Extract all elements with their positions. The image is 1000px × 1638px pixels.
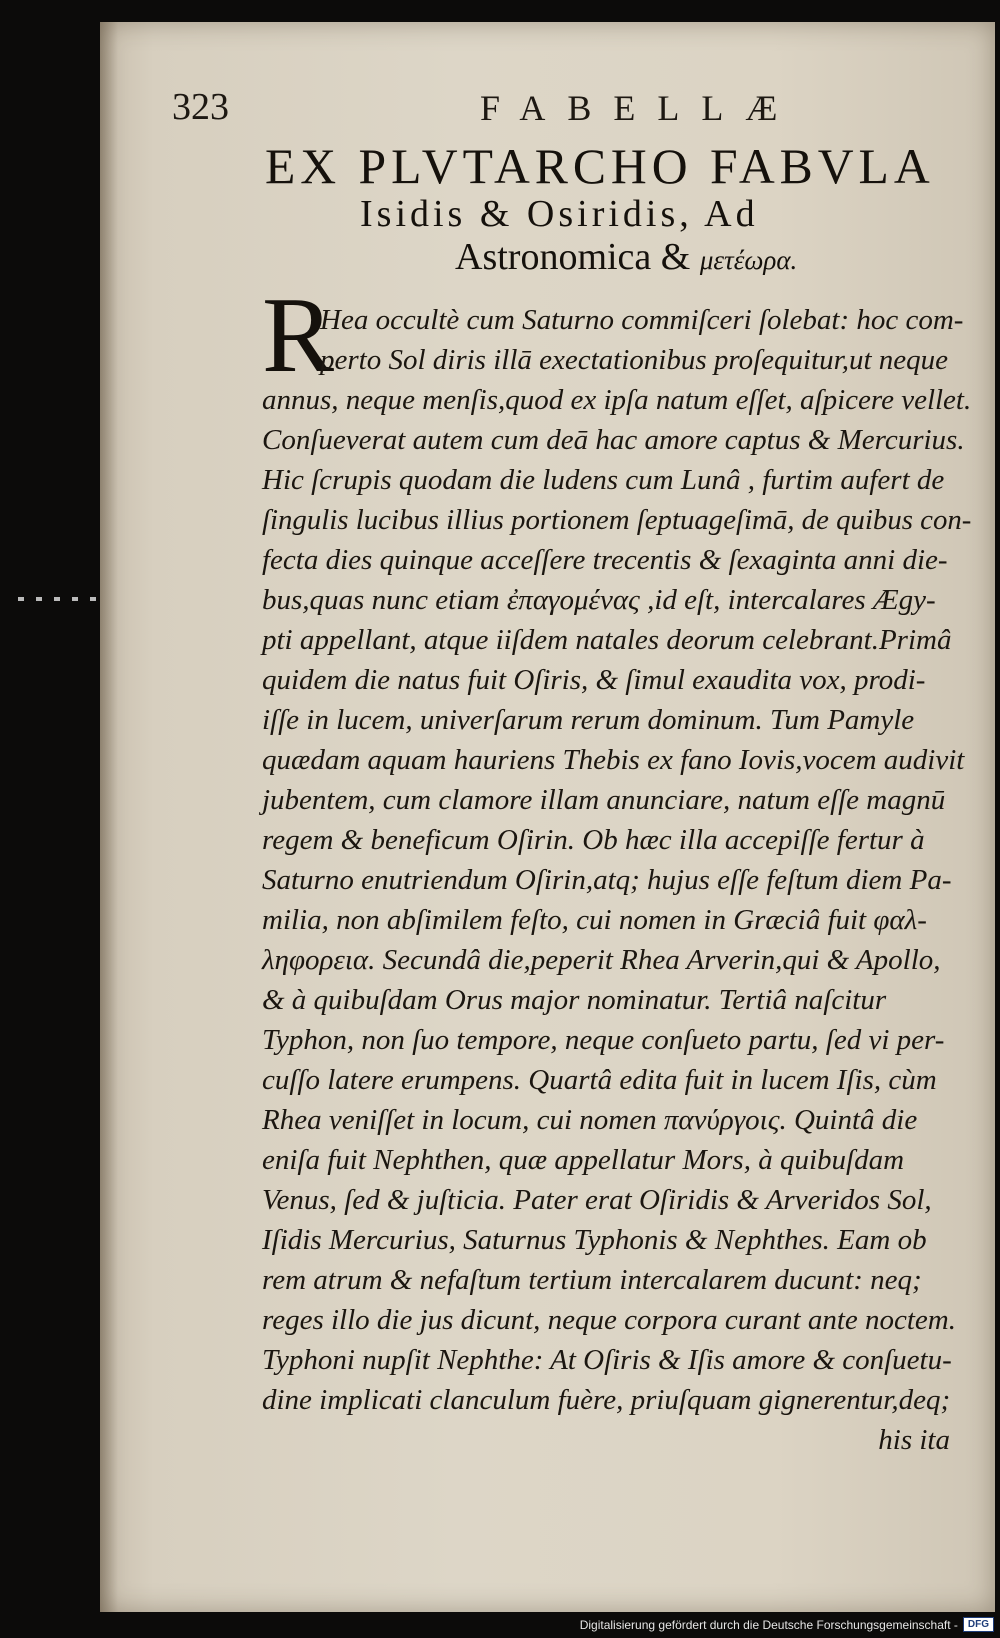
title-latin: Astronomica & bbox=[455, 236, 700, 278]
running-title: FABELLÆ bbox=[480, 88, 800, 128]
text-line: ſingulis lucibus illius portionem ſeptuageſimā, de quibus con- bbox=[262, 504, 972, 536]
text-line: perto Sol diris illā exectationibus proſequitur,ut neque bbox=[320, 344, 949, 376]
text-line: Conſueverat autem cum deā hac amore captus & Mercurius. bbox=[262, 424, 965, 456]
page-number: 323 bbox=[172, 86, 229, 128]
text-line: regem & beneficum Oſirin. Ob hæc illa accepiſſe fertur à bbox=[262, 824, 925, 856]
text-line: milia, non abſimilem feſto, cui nomen in Græciâ fuit φαλ- bbox=[262, 904, 927, 936]
body-text bbox=[262, 300, 972, 1460]
digitization-footer bbox=[580, 1617, 994, 1632]
text-line: cuſſo latere erumpens. Quartâ edita fuit in lucem Iſis, cùm bbox=[262, 1064, 937, 1096]
catchword: his ita bbox=[878, 1424, 950, 1456]
text-line: Typhon, non ſuo tempore, neque conſueto partu, ſed vi per- bbox=[262, 1024, 945, 1056]
text-line: pti appellant, atque iiſdem natales deorum celebrant.Primâ bbox=[262, 624, 952, 656]
text-line: & à quibuſdam Orus major nominatur. Tertiâ naſcitur bbox=[262, 984, 887, 1016]
footer-credit: Digitalisierung gefördert durch die Deutsche Forschungsgemeinschaft - bbox=[579, 1617, 958, 1632]
text-line: bus,quas nunc etiam ἐπαγομένας ,id eſt, intercalares Ægy- bbox=[262, 584, 936, 616]
text-line: Saturno enutriendum Oſirin,atq; hujus eſſe feſtum diem Pa- bbox=[262, 864, 952, 896]
text-line: Rhea veniſſet in locum, cui nomen πανύργοις. Quintâ die bbox=[262, 1104, 918, 1136]
text-line: Iſidis Mercurius, Saturnus Typhonis & Nephthes. Eam ob bbox=[262, 1224, 927, 1256]
dfg-logo-icon[interactable]: DFG bbox=[963, 1617, 994, 1632]
text-line: rem atrum & nefaſtum tertium intercalarem ducunt: neq; bbox=[262, 1264, 922, 1296]
chapter-title-line-1: EX PLVTARCHO FABVLA bbox=[265, 138, 935, 194]
text-line: reges illo die jus dicunt, neque corpora curant ante noctem. bbox=[262, 1304, 956, 1336]
text-line: eniſa fuit Nephthen, quæ appellatur Mors, à quibuſdam bbox=[262, 1144, 905, 1176]
chapter-title-line-3 bbox=[455, 235, 797, 279]
text-line: dine implicati clanculum fuère, priuſquam gignerentur,deq; bbox=[262, 1384, 951, 1416]
scan-margin-marks bbox=[18, 597, 108, 601]
text-line: quædam aquam hauriens Thebis ex fano Iovis,vocem audivit bbox=[262, 744, 965, 776]
text-line: ληφορεια. Secundâ die,peperit Rhea Arverin,qui & Apollo, bbox=[262, 944, 941, 976]
text-line: annus, neque menſis,quod ex ipſa natum eſſet, aſpicere vellet. bbox=[262, 384, 972, 416]
chapter-title-line-2: Isidis & Osiridis, Ad bbox=[360, 193, 759, 235]
text-line: Venus, ſed & juſticia. Pater erat Oſiridis & Arveridos Sol, bbox=[262, 1184, 932, 1216]
text-line: iſſe in lucem, univerſarum rerum dominum. Tum Pamyle bbox=[262, 704, 915, 736]
text-line: jubentem, cum clamore illam anunciare, natum eſſe magnū bbox=[262, 784, 946, 816]
text-line: Hea occultè cum Saturno commiſceri ſolebat: hoc com- bbox=[320, 304, 964, 336]
text-line: fecta dies quinque acceſſere trecentis & ſexaginta anni die- bbox=[262, 544, 948, 576]
text-line: Hic ſcrupis quodam die ludens cum Lunâ , furtim aufert de bbox=[262, 464, 945, 496]
drop-capital: R bbox=[262, 276, 335, 395]
text-line: quidem die natus fuit Oſiris, & ſimul exaudita vox, prodi- bbox=[262, 664, 926, 696]
title-greek: μετέωρα. bbox=[699, 245, 798, 275]
text-line: Typhoni nupſit Nephthe: At Oſiris & Iſis amore & conſuetu- bbox=[262, 1344, 952, 1376]
